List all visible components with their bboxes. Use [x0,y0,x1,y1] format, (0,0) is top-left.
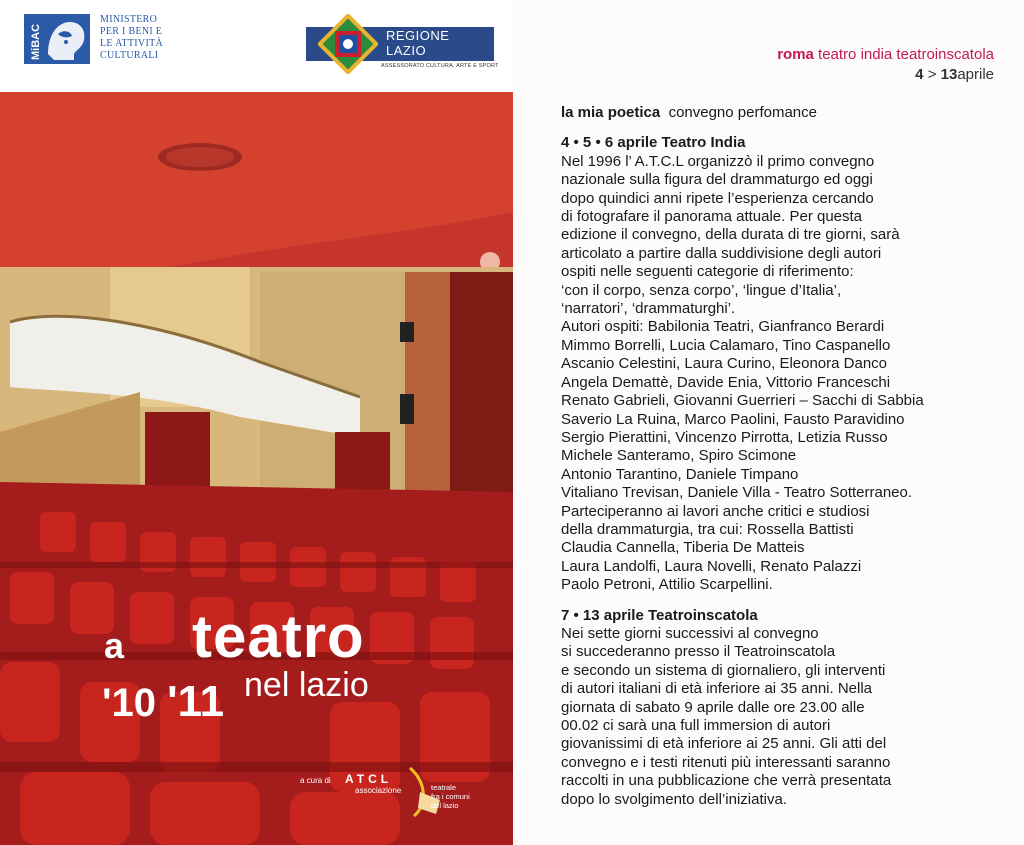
text-line: Michele Santeramo, Spiro Scimone [561,447,797,465]
text-line: raccolti in una pubblicazione che verrà presentata [561,772,892,790]
text-line: Sergio Pierattini, Vincenzo Pirrotta, Letizia Russo [561,428,888,446]
text-line: Nei sette giorni successivi al convegno [561,624,819,642]
text-line: Paolo Petroni, Attilio Scarpellini. [561,576,773,594]
event-date-to: 13 [940,66,958,83]
theatre-illustration [0,92,513,845]
text-line: di fotografare il panorama attuale. Per questa [561,208,863,226]
text-line: Mimmo Borrelli, Lucia Calamaro, Tino Caspanello [561,336,891,354]
text-line: Renato Gabrieli, Giovanni Guerrieri – Sacchi di Sabbia [561,392,924,410]
event-venues: teatro india teatroinscatola [818,46,994,63]
text-line: si succederanno presso il Teatroinscatola [561,643,836,661]
text-line: Antonio Tarantino, Daniele Timpano [561,465,799,483]
programme-intro [561,104,1001,122]
atcl-tagline [431,783,470,810]
text-line: Parteciperanno ai lavori anche critici e studiosi [561,502,870,520]
logo-bar [0,0,513,92]
text-line: Ascanio Celestini, Laura Curino, Eleonora Danco [561,355,888,373]
text-line: articolato a partire dalla suddivisione degli autori [561,244,882,262]
cover-title-a: a [104,625,125,666]
event-month: aprile [957,66,994,83]
text-line: Autori ospiti: Babilonia Teatri, Gianfranco Berardi [561,318,885,336]
text-line: della drammaturgia, tra cui: Rossella Battisti [561,520,854,538]
regione-subtitle: ASSESSORATO CULTURA, ARTE E SPORT [381,63,499,69]
text-line: Saverio La Ruina, Marco Paolini, Fausto Paravidino [561,410,905,428]
text-line: di autori italiani di età inferiore ai 35 anni. Nella [561,680,873,698]
text-line: e secondo un sistema di giornaliero, gli interventi [561,661,886,679]
text-line: dopo lo svolgimento dell’iniziativa. [561,790,787,808]
text-line: convegno e i testi ritenuti più interessanti saranno [561,753,891,771]
text-line: edizione il convegno, della durata di tre giorni, sarà [561,226,900,244]
event-city: roma [777,46,814,63]
theatre-photo [0,92,513,845]
spacer [561,595,1001,607]
mibac-line: CULTURALI [100,50,159,61]
section-2-heading: 7 • 13 aprile Teatroinscatola [561,606,758,624]
programme-subtitle: convegno perfomance [668,104,817,121]
event-date-sep: > [927,66,937,83]
mibac-line: MINISTERO [100,14,158,25]
mibac-mark-text: MiBAC [30,23,42,60]
mibac-name [100,14,163,62]
regione-line: REGIONE [386,28,450,43]
text-line: Claudia Cannella, Tiberia De Matteis [561,539,805,557]
section-2-body [561,625,1001,809]
regione-line: LAZIO [386,43,427,58]
text-line: Nel 1996 l’ A.T.C.L organizzò il primo convegno [561,152,875,170]
cover-credit: a cura di [300,776,331,785]
text-line: 00.02 ci sarà una full immersion di autori [561,717,831,734]
event-location [777,46,994,63]
cover-title-nel-lazio: nel lazio [244,666,369,704]
text-line: Laura Landolfi, Laura Novelli, Renato Palazzi [561,557,862,575]
programme-text [561,104,1001,809]
programme-topic: la mia poetica [561,104,661,121]
atcl-tagline-line: del lazio [431,801,459,810]
text-line: ‘narratori’, ‘drammaturghi’. [561,300,736,318]
cover-year-2: '11 [167,677,225,726]
mibac-logo [24,14,90,64]
atcl-association: associazione [355,786,402,795]
atcl-logo-text: ATCL [345,772,393,786]
spacer [561,122,1001,134]
section-1-heading: 4 • 5 • 6 aprile Teatro India [561,134,746,152]
text-line: ospiti nelle seguenti categorie di riferimento: [561,263,854,281]
atcl-tagline-line: fra i comuni [431,792,470,801]
cover-season [102,677,224,727]
text-line: nazionale sulla figura del drammaturgo ed oggi [561,171,873,189]
mibac-line: PER I BENI E [100,26,163,37]
event-dates [915,66,994,83]
text-line: dopo quindici anni ripete l’esperienza cercando [561,189,874,207]
atcl-tagline-line: teatrale [431,783,457,792]
mibac-head-icon [24,14,90,64]
text-line: giornata di sabato 9 aprile dalle ore 23.00 alle [561,698,865,716]
text-line: Angela Demattè, Davide Enia, Vittorio Franceschi [561,373,891,391]
cover-title-teatro: teatro [192,603,365,670]
section-1-body [561,153,1001,595]
text-line: ‘con il corpo, senza corpo’, ‘lingue d’Italia’, [561,281,842,299]
event-date-from: 4 [915,66,924,83]
text-line: giovanissimi di età inferiore ai 25 anni. Gli atti del [561,735,887,753]
regione-emblem-icon [318,14,378,74]
mibac-line: LE ATTIVITÀ [100,38,164,49]
text-line: Vitaliano Trevisan, Daniele Villa - Teatro Sotterraneo. [561,484,913,502]
regione-name [386,28,449,58]
cover-year-1: '10 [102,681,157,725]
